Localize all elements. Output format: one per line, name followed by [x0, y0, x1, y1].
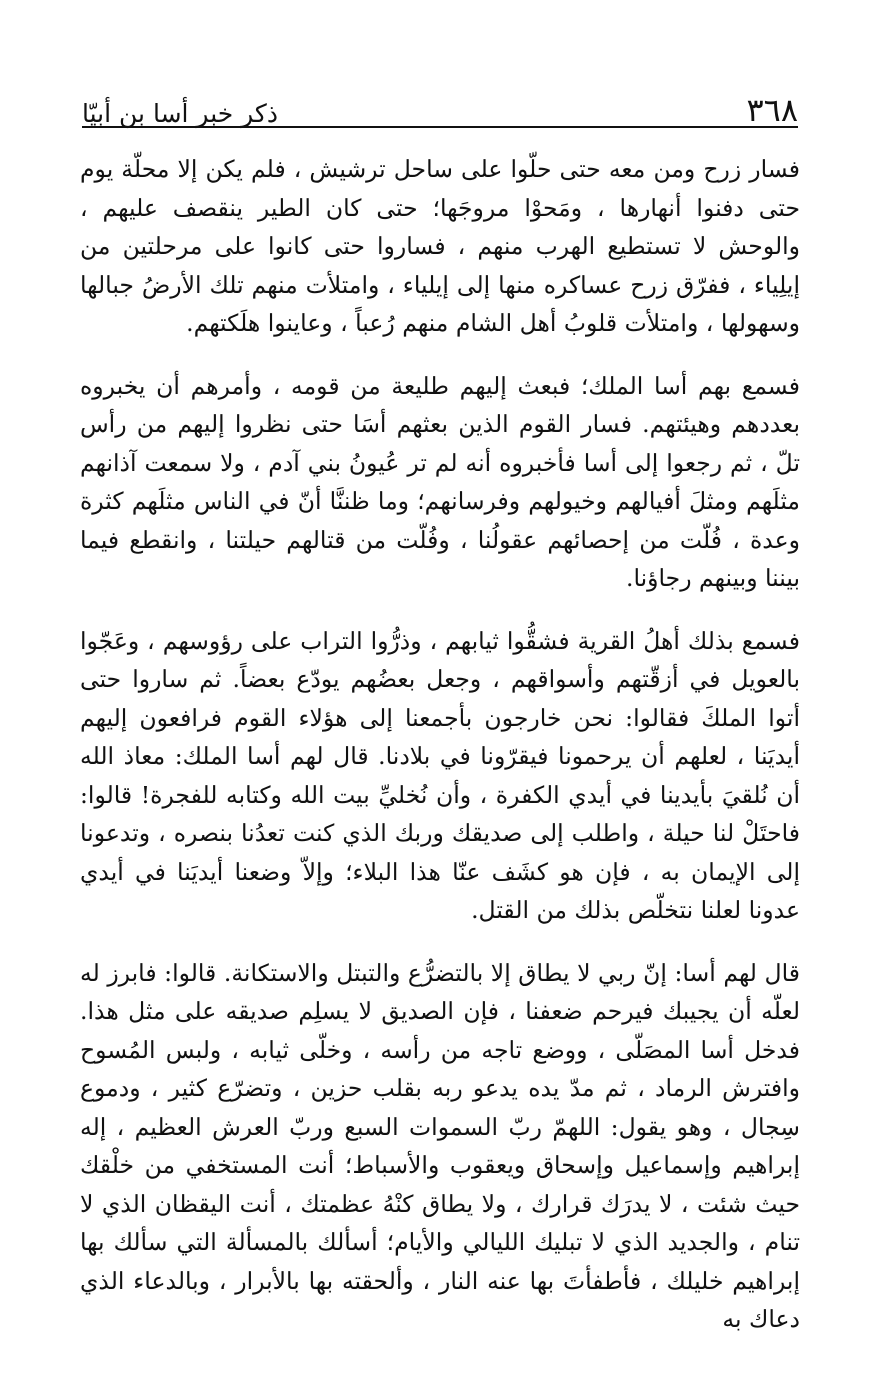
body-text — [80, 150, 800, 1339]
paragraph: فسمع بهم أسا الملك؛ فبعث إليهم طليعة من قومه ، وأمرهم أن يخبروه بعددهم وهيئتهم. فسار القوم الذين بعثهم أسَا حتى نظروا إليهم من رأس تلّ ، ثم رجعوا إلى أسا فأخبروه أنه لم تر عُيونُ بني آدم ، ولا سمعت آذانهم مثلَهم ومثلَ أفيالهم وخيولهم وفرسانهم؛ وما ظننَّا أنّ في الناس مثلَهم كثرة وعدة ، فُلّت من إحصائهم عقولُنا ، وفُلّت من قتالهم حيلتنا ، وانقطع فيما بيننا وبينهم رجاؤنا. — [80, 371, 800, 592]
header-rule — [82, 126, 798, 128]
page-header — [82, 82, 798, 129]
paragraph: فسار زرح ومن معه حتى حلّوا على ساحل ترشيش ، فلم يكن إلا محلّة يوم حتى دفنوا أنهارها ، ومَحوْا مروجَها؛ حتى كان الطير ينقصف عليهم ، والوحش لا تستطيع الهرب منهم ، فساروا حتى كانوا على مرحلتين من إيلِياء ، ففرّق زرح عساكره منها إلى إيلياء ، وامتلأت منهم تلك الأرضُ جبالها وسهولها ، وامتلأت قلوبُ أهل الشام منهم رُعباً ، وعاينوا هلَكتهم. — [80, 155, 800, 337]
running-title: ذكر خبر أسا بن أبيّا — [82, 99, 278, 128]
paragraph: فسمع بذلك أهلُ القرية فشقُّوا ثيابهم ، وذرُّوا التراب على رؤوسهم ، وعَجّوا بالعويل في أزقّتهم وأسواقهم ، وجعل بعضُهم يودّع بعضاً. ثم ساروا حتى أتوا الملكَ فقالوا: نحن خارجون بأجمعنا إلى هؤلاء القوم فرافعون إليهم أيديَنا ، لعلهم أن يرحمونا فيقرّونا في بلادنا. قال لهم أسا الملك: معاذ الله أن نُلقيَ بأيدينا في أيدي الكفرة ، وأن نُخليِّ بيت الله وكتابه للفجرة! قالوا: فاحتَلْ لنا حيلة ، واطلب إلى صديقك وربك الذي كنت تعدُنا بنصره ، وتدعونا إلى الإيمان به ، فإن هو كشَف عنّا هذا البلاء؛ وإلاّ وضعنا أيديَنا في أيدي عدونا لعلنا نتخلّص بذلك من القتل. — [80, 626, 800, 924]
paragraph: قال لهم أسا: إنّ ربي لا يطاق إلا بالتضرُّع والتبتل والاستكانة. قالوا: فابرز له لعلّه أن يجيبك فيرحم ضعفنا ، فإن الصديق لا يسلِم صديقه على مثل هذا. فدخل أسا المصَلّى ، ووضع تاجه من رأسه ، وخلّى ثيابه ، ولبس المُسوح وافترش الرماد ، ثم مدّ يده يدعو ربه بقلب حزين ، وتضرّع كثير ، ودموع سِجال ، وهو يقول: اللهمّ ربّ السموات السبع وربّ العرش العظيم ، إله إبراهيم وإسماعيل وإسحاق ويعقوب والأسباط؛ أنت المستخفي من خلْقك حيث شئت ، لا يدرَك قرارك ، ولا يطاق كنْهُ عظمتك ، أنت اليقظان الذي لا تنام ، والجديد الذي لا تبليك الليالي والأيام؛ أسألك بالمسألة التي سألك بها إبراهيم خليلك ، فأطفأتَ بها عنه النار ، وألحقته بها بالأبرار ، وبالدعاء الذي دعاك به — [80, 958, 800, 1333]
page-number: ٣٦٨ — [746, 91, 798, 129]
